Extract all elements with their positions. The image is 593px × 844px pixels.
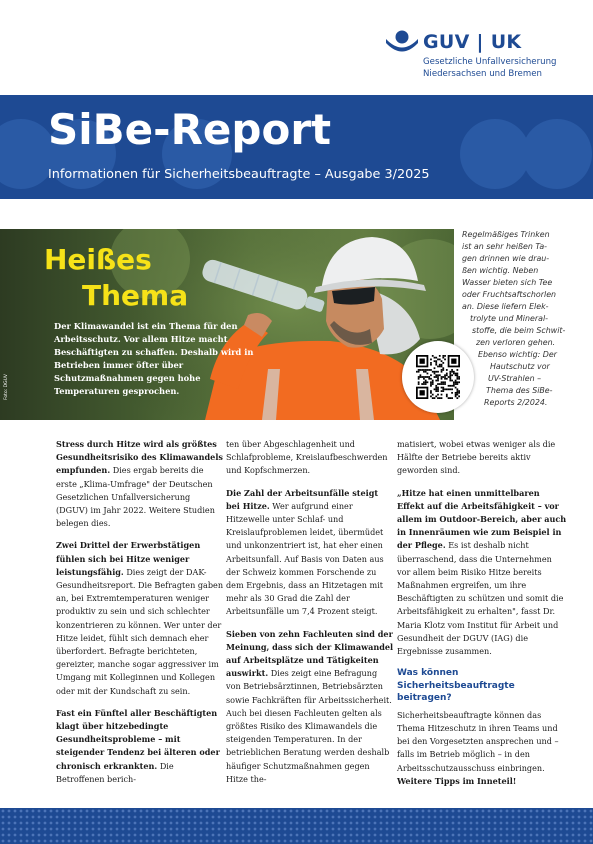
logo-text: GUV | UK — [423, 31, 522, 53]
side-note-line: ßen wichtig. Neben — [462, 266, 539, 275]
photo-credit: Foto: DGUV — [4, 374, 9, 400]
side-note-line: Hautschutz vor — [490, 362, 550, 371]
paragraph-text: Die Betroffenen berich- — [56, 760, 174, 784]
paragraph-lead: Stress durch Hitze wird als größtes Gesundheitsrisiko des Klimawandels empfunden. — [56, 439, 223, 476]
article-paragraph — [397, 438, 567, 478]
side-note-line: trolyte und Mineral- — [470, 314, 548, 323]
side-note-line: ist an sehr heißen Ta- — [462, 242, 548, 251]
guv-uk-logo — [385, 30, 585, 100]
paragraph-lead: Zwei Drittel der Erwerbstätigen fühlen sich bei Hitze weniger leistungsfähig. — [56, 540, 201, 577]
logo-line-1: Gesetzliche Unfallversicherung — [423, 57, 557, 67]
article-column-3 — [397, 438, 567, 797]
paragraph-lead: Fast ein Fünftel aller Beschäftigten klagt über hitzebedingte Gesundheitsprobleme – mit steigender Tendenz bei älteren oder chronisch erkrankten. — [56, 707, 220, 771]
qr-code-badge[interactable] — [402, 341, 474, 413]
article-paragraph — [56, 438, 224, 530]
hero-lead-text: Der Klimawandel ist ein Thema für den Arbeitsschutz. Vor allem Hitze macht Beschäftigten zu schaffen. Deshalb wird in Betrieben immer öfter über Schutzmaßnahmen gegen hohe Temperaturen gesprochen. — [54, 321, 254, 396]
paragraph-text: ten über Abgeschlagenheit und Schlafprobleme, Kreislaufbeschwerden und Kopfschmerzen. — [226, 439, 388, 476]
side-note-line: oder Fruchtsaftschorlen — [462, 290, 557, 299]
paragraph-text: Dies zeigt der DAK-Gesundheitsreport. Die Befragten gaben an, bei Extremtemperaturen weniger produktiv zu sein und sich schlechter konzentrieren zu können. Wer unter der Hitze leidet, fühlt sich demnach eher überfordert. Befragte berichteten, gereizter, manche sogar aggressiver im Umgang mit Kolleginnen und Kollegen oder mit der Kundschaft zu sein. — [56, 566, 224, 696]
paragraph-text: Dies ergab bereits die erste „Klima-Umfrage" der Deutschen Gesetzlichen Unfallversicherung (DGUV) im Jahr 2022. Weitere Studien belegen dies. — [56, 465, 215, 529]
logo-line-2: Niedersachsen und Bremen — [423, 69, 542, 79]
paragraph-text: Dies zeigt eine Befragung von Betriebsärztinnen, Betriebsärzten sowie Fachkräften für Arbeitssicherheit. Auch bei diesen Fachleuten gelten als größtes Risiko des Klimawandels die steigenden Temperaturen. In der betrieblichen Beratung werden deshalb häufiger Schutzmaßnahmen gegen Hitze the- — [226, 668, 392, 784]
side-note-line: stoffe, die beim Schwit- — [472, 326, 566, 335]
paragraph-text: Es ist deshalb nicht überraschend, dass die Unternehmen vor allem beim Risiko Hitze bereits Maßnahmen ergreifen, um ihre Beschäftigten zu schützen und somit die Arbeitsfähigkeit zu erhalten", fasst Dr. Maria Klotz vom Institut für Arbeit und Gesundheit der DGUV (IAG) die Ergebnisse zusammen. — [397, 540, 564, 657]
hero-photo — [0, 229, 454, 420]
article-paragraph — [56, 707, 224, 786]
side-note-line: Thema des SiBe- — [486, 386, 553, 395]
article-column-1 — [56, 438, 224, 795]
side-note-line: an. Diese liefern Elek- — [462, 302, 549, 311]
footer-dot-pattern — [0, 808, 593, 844]
guv-logo-icon — [385, 30, 419, 54]
section-heading: Was können Sicherheitsbeauftragte beitragen? — [397, 668, 515, 704]
paragraph-text: matisiert, wobei etwas weniger als die Hälfte der Betriebe bereits aktiv geworden sind. — [397, 439, 556, 476]
article-paragraph — [226, 628, 394, 786]
article-paragraph — [397, 709, 567, 788]
side-note — [462, 229, 586, 409]
band-dot — [522, 119, 592, 189]
side-note-line: Ebenso wichtig: Der — [478, 350, 557, 359]
hero-heading-line-1: Heißes — [44, 243, 152, 276]
page-subtitle: Informationen für Sicherheitsbeauftragte – Ausgabe 3/2025 — [48, 167, 430, 182]
logo-subtitle — [423, 56, 556, 80]
side-note-line: Wasser bieten sich Tee — [462, 278, 553, 287]
paragraph-lead: „Hitze hat einen unmittelbaren Effekt auf die Arbeitsfähigkeit – vor allem im Outdoor-Bereich, aber auch in Innenräumen wie zum Beispiel in der Pflege. — [397, 487, 567, 551]
side-note-line: UV-Strahlen – — [488, 374, 542, 383]
qr-code-icon[interactable] — [416, 355, 460, 399]
article-paragraph — [397, 487, 567, 659]
side-note-line: gen drinnen wie drau- — [462, 254, 550, 263]
footer-band — [0, 808, 593, 844]
band-dot — [460, 119, 530, 189]
hero-heading-line-2: Thema — [82, 279, 189, 312]
article-column-2 — [226, 438, 394, 795]
page-title: SiBe-Report — [48, 105, 332, 154]
side-note-line: Reports 2/2024. — [484, 398, 548, 407]
paragraph-text: Wer aufgrund einer Hitzewelle unter Schlaf- und Kreislaufproblemen leidet, übermüdet und unkonzentriert ist, hat eher einen Arbeitsunfall. Auf Basis von Daten aus der Schweiz kommen Forschende zu dem Ergebnis, dass an Hitzetagen mit mehr als 30 Grad die Zahl der Arbeitsunfälle um 7,4 Prozent steigt. — [226, 500, 384, 617]
paragraph-text: Sicherheitsbeauftragte können das Thema Hitzeschutz in ihren Teams und bei den Vorgesetzten ansprechen und – falls im Betrieb möglich – in den Arbeitsschutzausschuss einbringen. — [397, 709, 559, 773]
article-paragraph — [226, 438, 394, 478]
paragraph-lead: Sieben von zehn Fachleuten sind der Meinung, dass sich der Klimawandel auf Arbeitsplätze und Tätigkeiten auswirkt. — [226, 628, 394, 679]
side-note-line: Regelmäßiges Trinken — [462, 230, 550, 239]
paragraph-lead: Die Zahl der Arbeitsunfälle steigt bei Hitze. — [226, 487, 379, 511]
article-paragraph — [56, 539, 224, 697]
article-paragraph — [226, 487, 394, 619]
title-band — [0, 95, 593, 199]
side-note-line: zen verloren gehen. — [476, 338, 556, 347]
paragraph-callout: Weitere Tipps im Inneteil! — [397, 775, 517, 786]
